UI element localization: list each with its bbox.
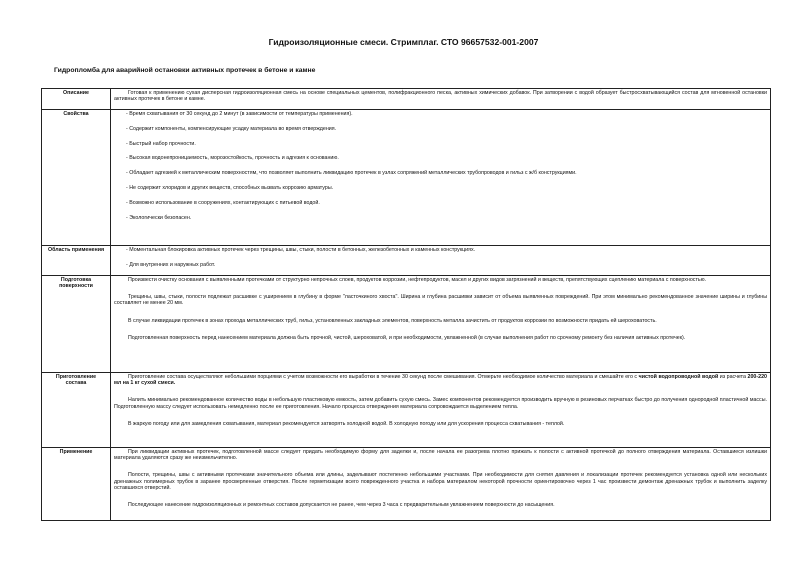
description-text: Готовая к применению сухая дисперсная гидроизоляционная смесь на основе специальных цементов, полифракционного песка, активных химических добавок. При затворении с водой образует быстросхватывающийся состав для мгновенной остановки активных протечек в бетоне и камне. <box>114 90 767 103</box>
list-item: - Для внутренних и наружных работ. <box>126 261 216 268</box>
row-label: Приготовление состава <box>42 373 111 448</box>
table-row-description <box>42 89 771 110</box>
table-row-usage <box>42 448 771 521</box>
list-item: - Высокая водонепроницаемость, морозостойкость, прочность и адгезия к основанию. <box>126 155 339 162</box>
list-item: - Обладает адгезией к металлическим поверхностям, что позволяет выполнить ликвидацию протечек в узлах сопряжений металлических трубопроводов и гильз с ж/б конструкциями. <box>126 170 577 177</box>
list-item: - Содержит компоненты, компенсирующие усадку материала во время отверждения. <box>126 125 337 132</box>
paragraph: При ликвидации активных протечек, подготовленной массе следует придать необходимую форму для заделки и, после начала ее разогрева плотно прижать к полости с активной протечкой до полного отверждения материала. Оставшиеся излишки материала удаляются сразу же неизмельчително. <box>114 449 767 462</box>
paragraph: Налить минимально рекомендованное количество воды в небольшую пластиковую емкость, затем добавить сухую смесь. Замес компонентов рекомендуется производить вручную в резиновых перчатках быстро до получения однородной пластичной массы. Подготовленную массу следует использовать немедленно после ее приготовления. Начало процесса отверждения материала сопровождается выделением тепла. <box>114 397 767 410</box>
paragraph: Приготовление состава осуществляют небольшими порциями с учетом возможности его выработки в течение 30 секунд после смешивания. Отмерьте необходимое количество материала и смешайте его с чистой водопроводной водой из расчета 200-220 мл на 1 кг сухой смеси. <box>114 374 767 387</box>
row-content <box>111 110 771 246</box>
table-row-application-area <box>42 246 771 276</box>
spec-table <box>41 88 771 521</box>
row-content <box>111 448 771 521</box>
paragraph: Полости, трещины, швы с активными протечками значительного объема или длины, заделывают постепенно небольшими участками. При необходимости для снятия давления и локализации протечек рекомендуется установка одной или нескольких дренажных полимерных трубок в заранее просверленные отверстия. После герметизации всего поврежденного участка и набора материалом некоторой прочности ориентировочно через 1 час произвести демонтаж дренажных трубок и выполнить заделку оставшихся отверстий. <box>114 472 767 491</box>
row-label: Область применения <box>42 246 111 276</box>
list-item: - Время схватывания от 30 секунд до 2 минут (в зависимости от температуры применения). <box>126 111 353 117</box>
row-label: Применение <box>42 448 111 521</box>
list-item: - Экологически безопасен. <box>126 214 192 221</box>
page-title: Гидроизоляционные смеси. Стримплаг. СТО 96657532-001-2007 <box>268 37 539 47</box>
paragraph: Подготовленная поверхность перед нанесением материала должна быть прочной, чистой, шероховатой, и при необходимости, увлажненной (в случае выполнения работ по срочному ремонту без наличия активных протечек). <box>128 334 686 341</box>
row-label: Описание <box>42 89 111 110</box>
list-item: - Не содержит хлоридов и других веществ, способных вызвать коррозию арматуры. <box>126 184 334 191</box>
table-row-surface-prep <box>42 276 771 373</box>
paragraph: В жаркую погоду или для замедления схватывания, материал рекомендуется затворять холодной водой. В холодную погоду или для ускорения процесса схватывания - теплой. <box>128 420 565 427</box>
row-content <box>111 373 771 448</box>
row-label: Подготовка поверхности <box>42 276 111 373</box>
row-label: Свойства <box>42 110 111 246</box>
list-item: - Быстрый набор прочности. <box>126 140 196 147</box>
section-subtitle: Гидропломба для аварийной остановки активных протечек в бетоне и камне <box>54 67 316 74</box>
paragraph: Последующее нанесение гидроизоляционных и ремонтных составов допускается не ранее, чем через 3 часа с предварительным увлажнением поверхности до насыщения. <box>128 502 555 509</box>
table-row-properties <box>42 110 771 246</box>
table-row-preparation <box>42 373 771 448</box>
list-item: - Возможно использование в сооружениях, контактирующих с питьевой водой. <box>126 199 320 206</box>
paragraph: Произвести очистку основания с выявленными протечками от структурно непрочных слоев, продуктов коррозии, нефтепродуктов, масел и других видов загрязнений и веществ, препятствующих сцеплению материала с поверхностью. <box>128 277 707 283</box>
row-content <box>111 246 771 276</box>
row-content <box>111 89 771 110</box>
row-content <box>111 276 771 373</box>
paragraph: Трещины, швы, стыки, полости подлежат расшивке с уширением в глубину в форме "ласточкиного хвоста". Ширина и глубина расшивки зависит от объема выявленных повреждений. При этом минимально рекомендованное значение ширины и глубины составляет не менее 20 мм. <box>114 294 767 307</box>
paragraph: В случае ликвидации протечек в зонах прохода металлических труб, гильз, установленных закладных элементов, поверхность металла зачистить от продуктов коррозии по возможности придать ей шероховатость. <box>128 317 657 324</box>
list-item: - Моментальная блокировка активных протечек через трещины, швы, стыки, полости в бетонных, железобетонных и каменных конструкциях. <box>126 247 476 253</box>
